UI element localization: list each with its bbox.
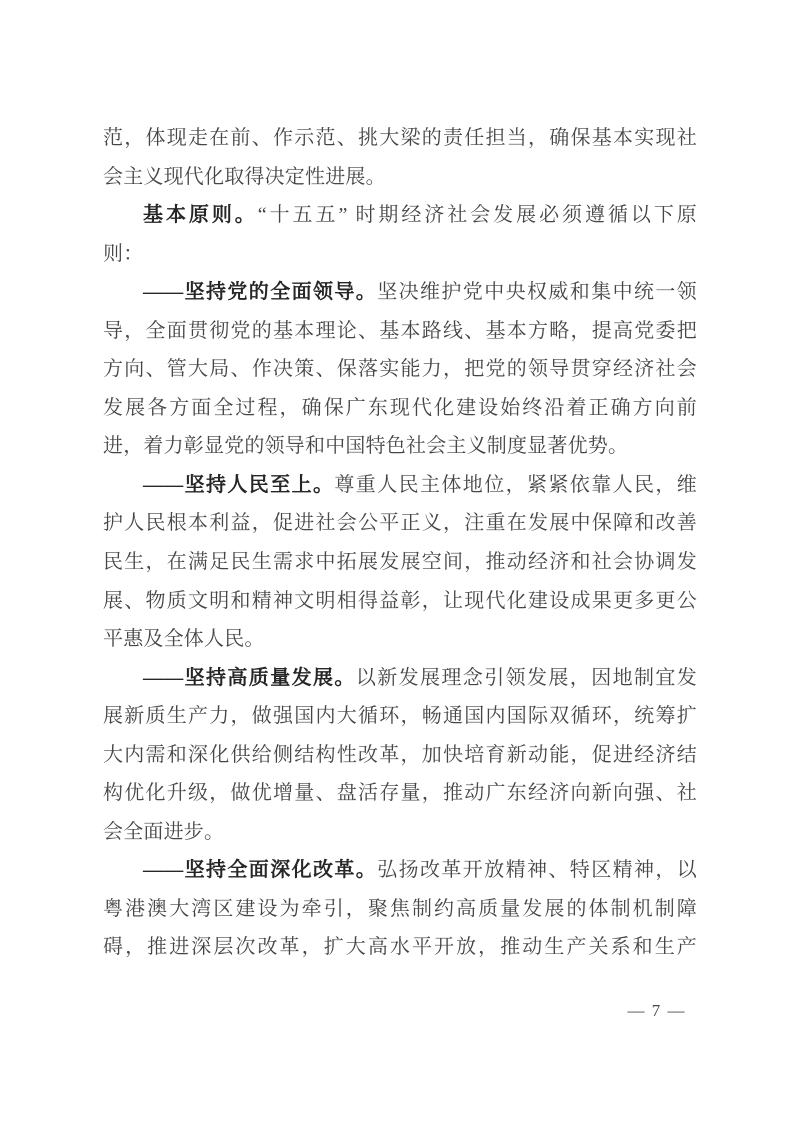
text-line: 构优化升级，做优增量、盘活存量，推动广东经济向新向强、社 bbox=[103, 782, 697, 805]
text-line: ——坚持党的全面领导。坚决维护党中央权威和集中统一领 bbox=[143, 281, 698, 304]
text-line: ——坚持全面深化改革。弘扬改革开放精神、特区精神，以 bbox=[143, 859, 698, 882]
document-lines bbox=[103, 119, 697, 967]
text-line: 碍，推进深层次改革，扩大高水平开放，推动生产关系和生产 bbox=[103, 936, 697, 959]
text-line: 方向、管大局、作决策、保落实能力，把党的领导贯穿经济社会 bbox=[103, 358, 697, 381]
text-line: 导，全面贯彻党的基本理论、基本路线、基本方略，提高党委把 bbox=[103, 319, 697, 342]
text-line: ——坚持高质量发展。以新发展理念引领发展，因地制宜发 bbox=[143, 666, 698, 689]
text-line: 展新质生产力，做强国内大循环，畅通国内国际双循环，统筹扩 bbox=[103, 705, 697, 728]
text-line: 护人民根本利益，促进社会公平正义，注重在发展中保障和改善 bbox=[103, 512, 697, 535]
text-line: 平惠及全体人民。 bbox=[103, 628, 265, 651]
text-line: 展、物质文明和精神文明相得益彰，让现代化建设成果更多更公 bbox=[103, 589, 697, 612]
page-number: — 7 — bbox=[627, 1001, 686, 1020]
text-line: 会全面进步。 bbox=[103, 820, 225, 843]
text-line: ——坚持人民至上。尊重人民主体地位，紧紧依靠人民，维 bbox=[143, 473, 697, 496]
text-line: 粤港澳大湾区建设为牵引，聚焦制约高质量发展的体制机制障 bbox=[103, 897, 697, 920]
paragraph-lead-bold: 基本原则。 bbox=[143, 204, 258, 227]
text-line: 则： bbox=[103, 242, 144, 265]
text-line: 进，着力彰显党的领导和中国特色社会主义制度显著优势。 bbox=[103, 435, 629, 458]
paragraph-lead-bold: ——坚持全面深化改革。 bbox=[143, 859, 378, 882]
text-line: 基本原则。“十五五” 时期经济社会发展必须遵循以下原 bbox=[143, 204, 697, 227]
text-line: 发展各方面全过程，确保广东现代化建设始终沿着正确方向前 bbox=[103, 396, 697, 419]
text-line: 大内需和深化供给侧结构性改革，加快培育新动能，促进经济结 bbox=[103, 743, 697, 766]
text-line: 会主义现代化取得决定性进展。 bbox=[103, 165, 386, 188]
paragraph-lead-bold: ——坚持人民至上。 bbox=[143, 473, 335, 496]
paragraph-lead-bold: ——坚持高质量发展。 bbox=[143, 666, 356, 689]
text-line: 范，体现走在前、作示范、挑大梁的责任担当，确保基本实现社 bbox=[103, 127, 697, 149]
text-line: 民生，在满足民生需求中拓展发展空间，推动经济和社会协调发 bbox=[103, 551, 697, 574]
paragraph-lead-bold: ——坚持党的全面领导。 bbox=[143, 281, 378, 304]
